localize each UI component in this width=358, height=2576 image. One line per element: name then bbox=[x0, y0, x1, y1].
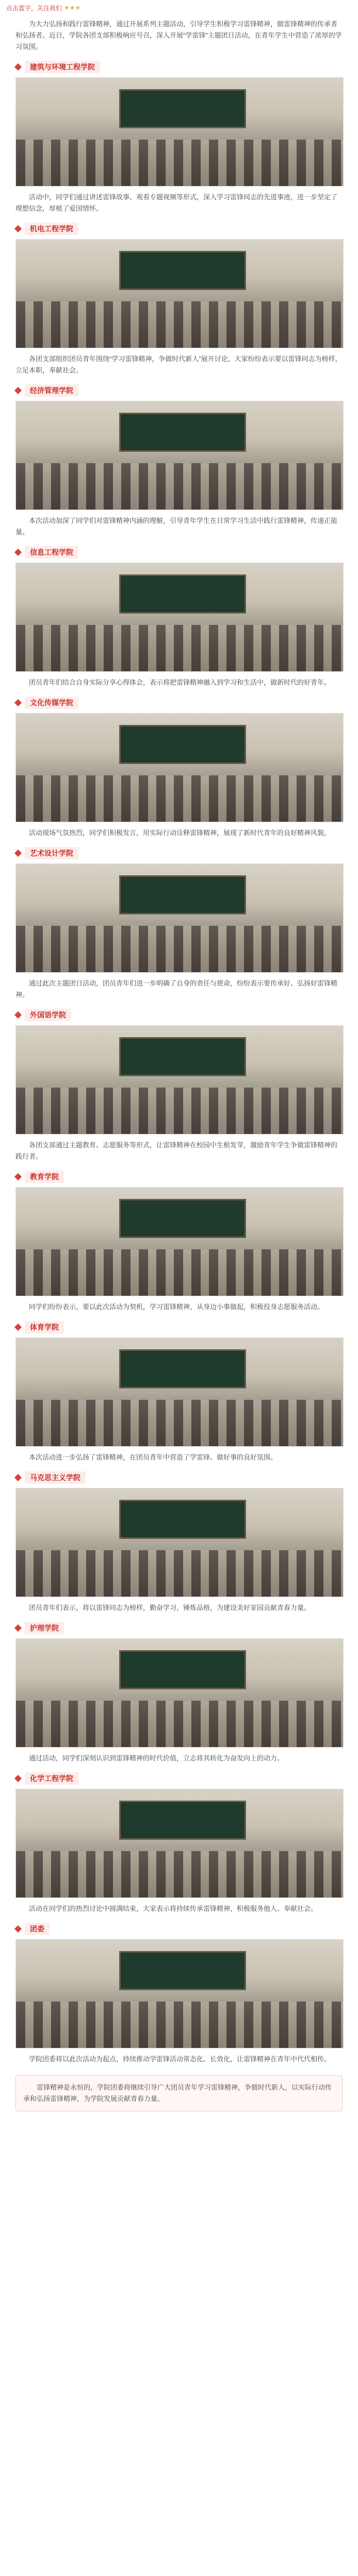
blackboard-shape bbox=[119, 1037, 246, 1076]
diamond-icon bbox=[14, 549, 22, 556]
diamond-icon bbox=[14, 1173, 22, 1180]
section-title bbox=[15, 223, 343, 235]
section-title bbox=[15, 546, 343, 558]
section-block bbox=[15, 61, 343, 214]
section-title bbox=[15, 384, 343, 397]
classroom-photo bbox=[15, 77, 344, 187]
blackboard-shape bbox=[119, 1801, 246, 1840]
audience-shape bbox=[16, 463, 343, 510]
diamond-icon bbox=[14, 225, 22, 232]
audience-shape bbox=[16, 926, 343, 972]
section-title-text: 化学工程学院 bbox=[25, 1772, 78, 1785]
section-title bbox=[15, 1321, 343, 1333]
audience-shape bbox=[16, 1701, 343, 1747]
section-title-text: 马克思主义学院 bbox=[25, 1471, 86, 1484]
blackboard-shape bbox=[119, 725, 246, 764]
section-title bbox=[15, 697, 343, 709]
section-title bbox=[15, 1622, 343, 1634]
audience-shape bbox=[16, 625, 343, 671]
diamond-icon bbox=[14, 1474, 22, 1481]
audience-shape bbox=[16, 1851, 343, 1897]
follow-bar[interactable] bbox=[0, 0, 358, 15]
section-paragraph: 团员青年们结合自身实际分享心得体会，表示将把雷锋精神融入到学习和生活中，做新时代的好青年。 bbox=[29, 679, 331, 686]
section-paragraph: 学院团委将以此次活动为起点，持续推动学雷锋活动常态化、长效化，让雷锋精神在青年中代代相传。 bbox=[29, 2055, 331, 2063]
classroom-photo bbox=[15, 1789, 344, 1898]
audience-shape bbox=[16, 140, 343, 186]
section-block bbox=[15, 223, 343, 376]
section-title-text: 文化传媒学院 bbox=[25, 697, 78, 709]
section-title-text: 经济管理学院 bbox=[25, 384, 78, 397]
diamond-icon bbox=[14, 387, 22, 394]
diamond-icon bbox=[14, 699, 22, 706]
diamond-icon bbox=[14, 850, 22, 857]
section-block bbox=[15, 546, 343, 688]
blackboard-shape bbox=[119, 413, 246, 452]
section-title bbox=[15, 847, 343, 859]
classroom-photo bbox=[15, 1025, 344, 1134]
classroom-photo bbox=[15, 1187, 344, 1296]
section-list bbox=[15, 61, 343, 2065]
section-title-text: 护理学院 bbox=[25, 1622, 64, 1634]
section-title-text: 团委 bbox=[25, 1923, 50, 1935]
section-block bbox=[15, 384, 343, 538]
classroom-photo bbox=[15, 863, 344, 973]
section-title bbox=[15, 1772, 343, 1785]
section-block bbox=[15, 1622, 343, 1764]
section-block bbox=[15, 847, 343, 1001]
blackboard-shape bbox=[119, 1199, 246, 1238]
section-paragraph: 活动在同学们的热烈讨论中圆满结束，大家表示将持续传承雷锋精神，积极服务他人、奉献社会。 bbox=[29, 1905, 318, 1912]
section-paragraph: 活动中，同学们通过讲述雷锋故事、观看专题视频等形式，深入学习雷锋同志的先进事迹，进一步坚定了理想信念，厚植了爱国情怀。 bbox=[15, 193, 338, 212]
closing-paragraph: 雷锋精神是永恒的，学院团委将继续引导广大团员青年学习雷锋精神，争做时代新人，以实际行动传承和弘扬雷锋精神，为学院发展贡献青春力量。 bbox=[15, 2075, 343, 2111]
section-paragraph: 各团支部组织团员青年围绕“学习雷锋精神，争做时代新人”展开讨论，大家纷纷表示要以雷锋同志为榜样，立足本职，奉献社会。 bbox=[15, 355, 342, 374]
section-paragraph: 活动现场气氛热烈，同学们积极发言，用实际行动诠释雷锋精神，展现了新时代青年的良好精神风貌。 bbox=[29, 829, 331, 837]
classroom-photo bbox=[15, 1337, 344, 1447]
blackboard-shape bbox=[119, 1951, 246, 1990]
section-title bbox=[15, 1923, 343, 1935]
audience-shape bbox=[16, 1088, 343, 1134]
classroom-photo bbox=[15, 401, 344, 510]
classroom-photo bbox=[15, 1488, 344, 1597]
section-title-text: 艺术设计学院 bbox=[25, 847, 78, 859]
star-decoration: ★★★ bbox=[64, 4, 81, 11]
section-paragraph: 通过此次主题团日活动，团员青年们进一步明确了自身的责任与使命，纷纷表示要传承好、弘扬好雷锋精神。 bbox=[15, 979, 338, 998]
section-title-text: 教育学院 bbox=[25, 1171, 64, 1183]
section-block bbox=[15, 1772, 343, 1914]
diamond-icon bbox=[14, 1324, 22, 1331]
section-block bbox=[15, 697, 343, 839]
diamond-icon bbox=[14, 1011, 22, 1019]
blackboard-shape bbox=[119, 1500, 246, 1539]
section-title-text: 体育学院 bbox=[25, 1321, 64, 1333]
section-title-text: 机电工程学院 bbox=[25, 223, 78, 235]
follow-text[interactable]: 点击蓝字，关注我们 bbox=[6, 4, 62, 12]
blackboard-shape bbox=[119, 251, 246, 290]
article-body bbox=[0, 19, 358, 2111]
section-block bbox=[15, 1923, 343, 2065]
audience-shape bbox=[16, 1550, 343, 1597]
section-block bbox=[15, 1471, 343, 1614]
section-paragraph: 同学们纷纷表示，要以此次活动为契机，学习雷锋精神，从身边小事做起，积极投身志愿服务活动。 bbox=[29, 1303, 324, 1311]
blackboard-shape bbox=[119, 1349, 246, 1388]
blackboard-shape bbox=[119, 1650, 246, 1689]
audience-shape bbox=[16, 775, 343, 822]
section-paragraph: 本次活动加深了同学们对雷锋精神内涵的理解，引导青年学生在日常学习生活中践行雷锋精神，传递正能量。 bbox=[15, 517, 338, 536]
diamond-icon bbox=[14, 1624, 22, 1632]
diamond-icon bbox=[14, 1775, 22, 1782]
section-title bbox=[15, 1471, 343, 1484]
audience-shape bbox=[16, 2002, 343, 2048]
diamond-icon bbox=[14, 63, 22, 71]
classroom-photo bbox=[15, 713, 344, 822]
section-paragraph: 各团支部通过主题教育、志愿服务等形式，让雷锋精神在校园中生根发芽，激励青年学生争做雷锋精神的践行者。 bbox=[15, 1141, 338, 1160]
audience-shape bbox=[16, 1249, 343, 1296]
intro-paragraph: 为大力弘扬和践行雷锋精神，通过开展系列主题活动，引导学生积极学习雷锋精神，做雷锋精神的传承者和弘扬者。近日，学院各团支部积极响应号召，深入开展“学雷锋”主题团日活动，在青年学生中营造了浓厚的学习氛围。 bbox=[15, 20, 342, 50]
section-block bbox=[15, 1321, 343, 1463]
blackboard-shape bbox=[119, 89, 246, 128]
classroom-photo bbox=[15, 1939, 344, 2048]
blackboard-shape bbox=[119, 574, 246, 614]
section-block bbox=[15, 1009, 343, 1162]
section-title bbox=[15, 1009, 343, 1021]
section-block bbox=[15, 1171, 343, 1313]
section-paragraph: 团员青年们表示，将以雷锋同志为榜样，勤奋学习，锤炼品格，为建设美好家园贡献青春力量。 bbox=[29, 1604, 311, 1612]
blackboard-shape bbox=[119, 875, 246, 914]
section-title-text: 建筑与环境工程学院 bbox=[25, 61, 100, 73]
audience-shape bbox=[16, 1400, 343, 1446]
diamond-icon bbox=[14, 1925, 22, 1933]
section-title-text: 外国语学院 bbox=[25, 1009, 71, 1021]
audience-shape bbox=[16, 301, 343, 348]
classroom-photo bbox=[15, 239, 344, 348]
section-title bbox=[15, 61, 343, 73]
classroom-photo bbox=[15, 1638, 344, 1748]
section-title bbox=[15, 1171, 343, 1183]
section-title-text: 信息工程学院 bbox=[25, 546, 78, 558]
section-paragraph: 通过活动，同学们深刻认识到雷锋精神的时代价值，立志将其转化为奋发向上的动力。 bbox=[29, 1754, 284, 1762]
classroom-photo bbox=[15, 563, 344, 672]
section-paragraph: 本次活动进一步弘扬了雷锋精神，在团员青年中营造了学雷锋、做好事的良好氛围。 bbox=[29, 1453, 278, 1461]
